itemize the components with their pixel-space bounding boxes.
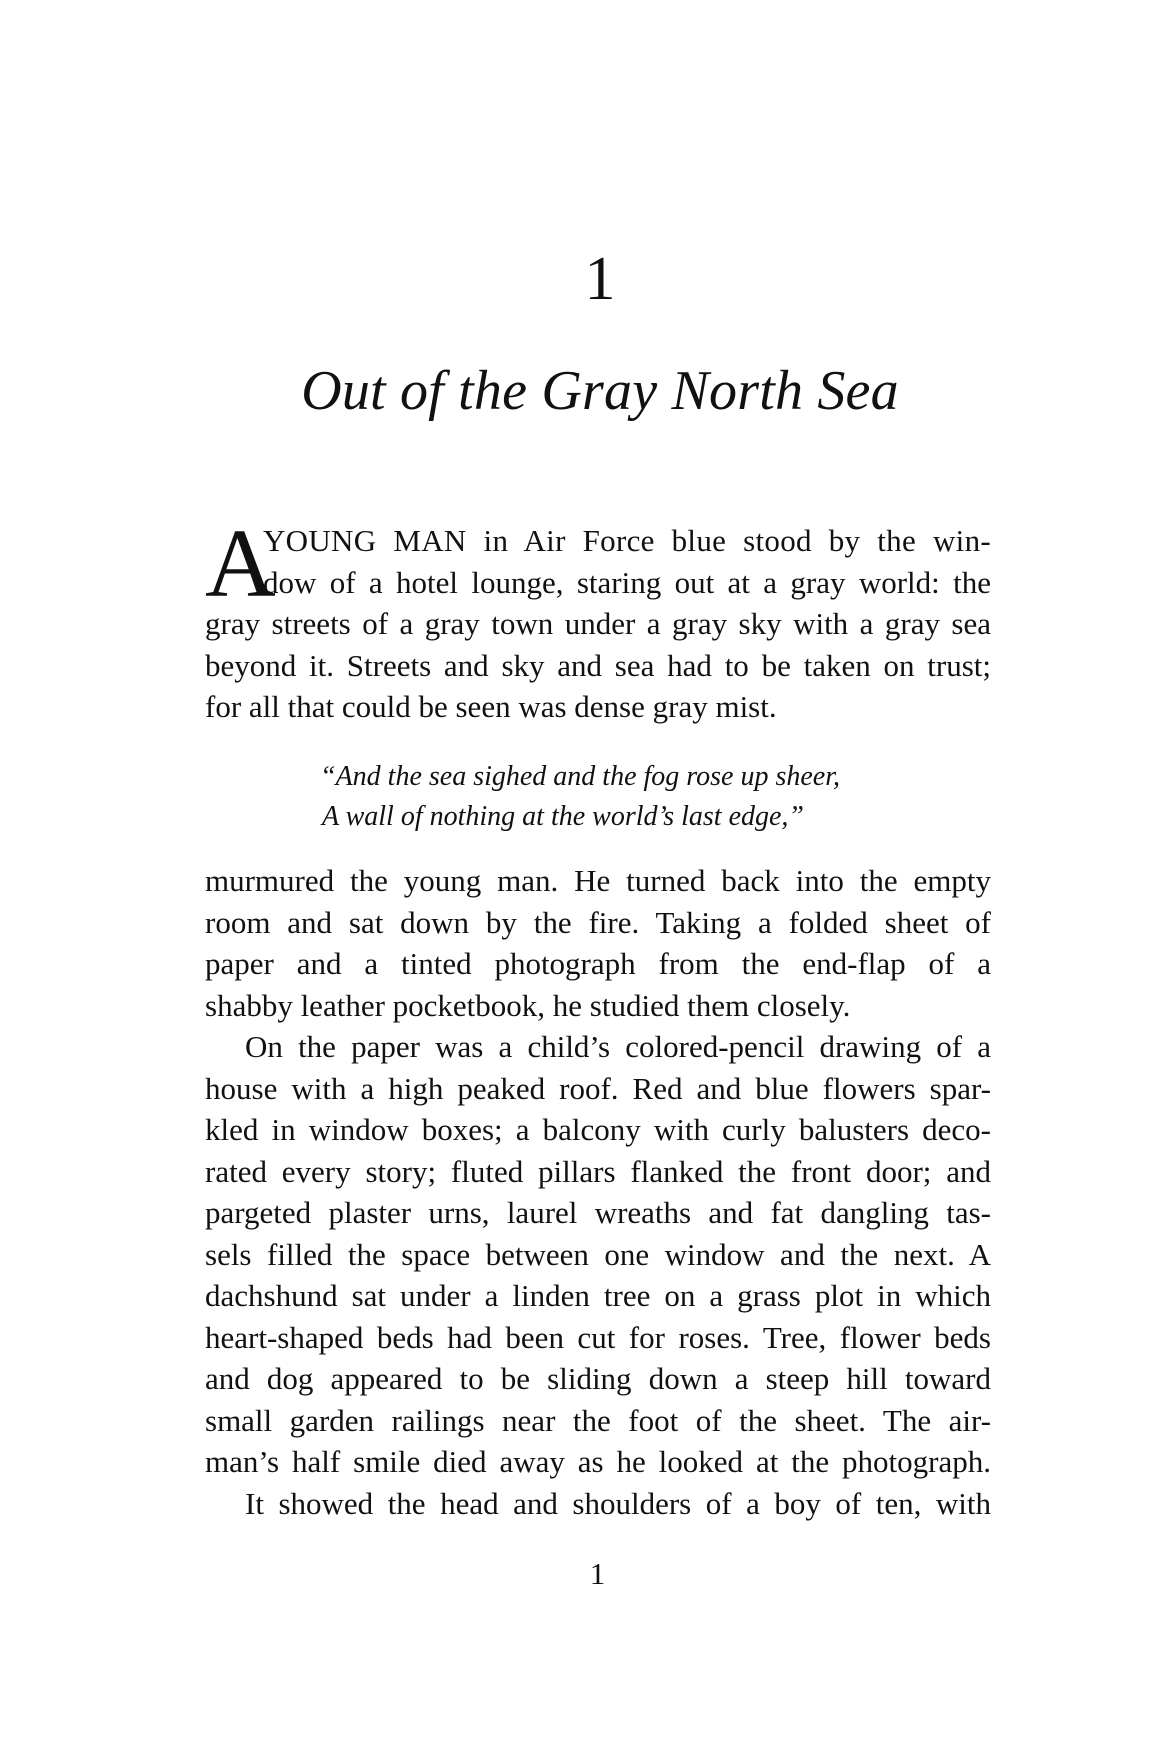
text-line: dow of a hotel lounge, staring out at a gray world: the [263, 564, 991, 600]
page-number: 1 [589, 1556, 606, 1591]
text-line: small garden railings near the foot of the sheet. The air- [205, 1402, 991, 1438]
text-line: sels filled the space between one window and the next. A [205, 1236, 991, 1272]
text-line: murmured the young man. He turned back into the empty [205, 863, 991, 898]
text-line: and dog appeared to be sliding down a steep hill toward [205, 1361, 991, 1396]
verse-quote [320, 757, 840, 837]
text-line: On the paper was a child’s colored-pencil drawing of a [245, 1029, 991, 1064]
text-line: man’s half smile died away as he looked at the photograph. [205, 1444, 991, 1479]
text-line: paper and a tinted photograph from the end-flap of a [205, 946, 991, 981]
text-line: for all that could be seen was dense gray mist. [205, 689, 777, 724]
text-line: shabby leather pocketbook, he studied them closely. [205, 987, 851, 1023]
text-line: beyond it. Streets and sky and sea had to be taken on trust; [205, 647, 991, 683]
verse-line: “And the sea sighed and the fog rose up sheer, [320, 761, 841, 792]
text-line: pargeted plaster urns, laurel wreaths and fat dangling tas- [205, 1195, 991, 1230]
text-line: dachshund sat under a linden tree on a grass plot in which [205, 1278, 991, 1313]
text-line: kled in window boxes; a balcony with curly balusters deco- [205, 1112, 991, 1147]
text-line: It showed the head and shoulders of a boy of ten, with [245, 1485, 991, 1521]
body-text [205, 860, 991, 1524]
chapter-number: 1 [584, 245, 616, 313]
text-line: house with a high peaked roof. Red and blue flowers spar- [205, 1070, 991, 1106]
opening-first-line-text: YOUNG MAN in Air Force blue stood by the win- [263, 523, 991, 558]
text-line: room and sat down by the fire. Taking a folded sheet of [205, 904, 991, 940]
drop-cap: A [205, 510, 276, 618]
text-line: gray streets of a gray town under a gray sky with a gray sea [205, 606, 991, 641]
text-line: rated every story; fluted pillars flanked the front door; and [205, 1153, 991, 1189]
opening-paragraph [205, 510, 991, 728]
verse-line: A wall of nothing at the world’s last edge,” [322, 801, 805, 832]
chapter-title: Out of the Gray North Sea [301, 360, 899, 422]
text-line: heart-shaped beds had been cut for roses. Tree, flower beds [205, 1319, 991, 1355]
